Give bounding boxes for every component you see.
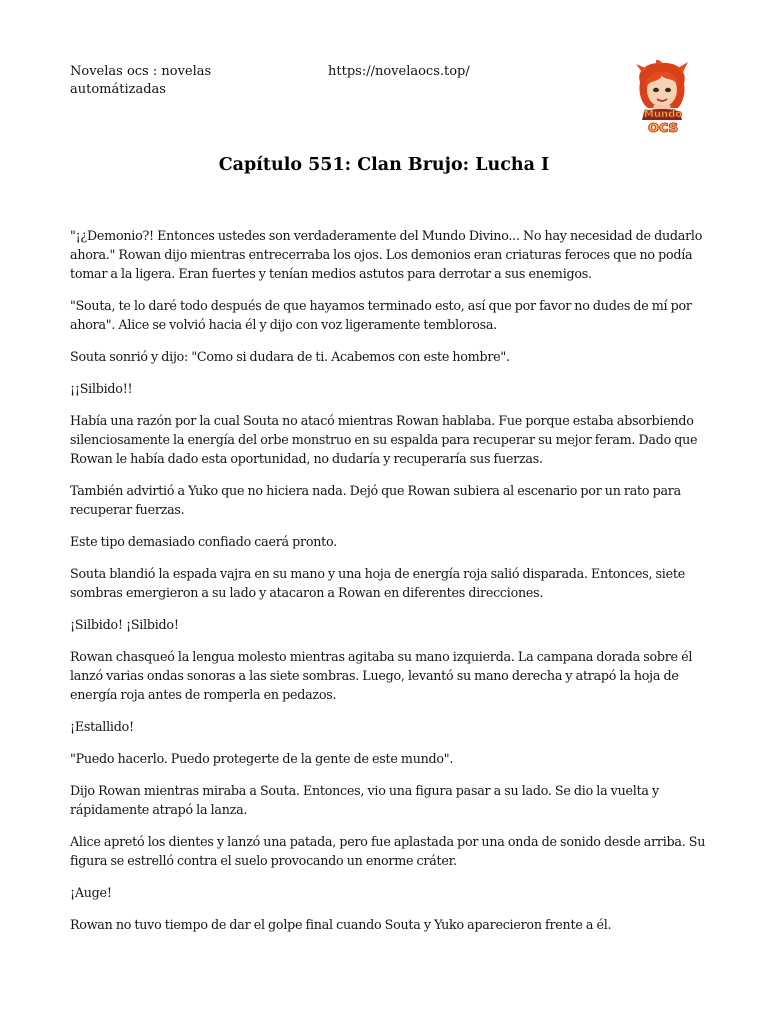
paragraph: "¡¿Demonio?! Entonces ustedes son verdaderamente del Mundo Divino... No hay necesidad de dudarlo ahora." Rowan dijo mientras entrecerraba los ojos. Los demonios eran criaturas feroces que no podía tomar a la ligera. Eran fuertes y tenían medios astutos para derrotar a sus enemigos. [70, 228, 703, 281]
site-name [70, 63, 230, 99]
page-header [70, 63, 710, 143]
paragraph: "Souta, te lo daré todo después de que hayamos terminado esto, así que por favor no dudes de mí por ahora". Alice se volvió hacia él y dijo con voz ligeramente temblorosa. [70, 298, 692, 332]
logo-text-line2: ocs [648, 117, 678, 136]
paragraph: También advirtió a Yuko que no hiciera nada. Dejó que Rowan subiera al escenario por un rato para recuperar fuerzas. [70, 483, 681, 517]
site-name-line2: automátizadas [70, 82, 166, 97]
mundo-ocs-logo-icon [626, 60, 700, 136]
paragraph: ¡¡Silbido!! [70, 381, 133, 396]
site-url-link[interactable]: https://novelaocs.top/ [328, 64, 470, 79]
paragraph: Rowan no tuvo tiempo de dar el golpe final cuando Souta y Yuko aparecieron frente a él. [70, 917, 612, 932]
paragraph: ¡Estallido! [70, 719, 134, 734]
mundo-ocs-logo [626, 60, 700, 136]
paragraph: ¡Auge! [70, 885, 112, 900]
paragraph: "Puedo hacerlo. Puedo protegerte de la gente de este mundo". [70, 751, 454, 766]
paragraph: Dijo Rowan mientras miraba a Souta. Entonces, vio una figura pasar a su lado. Se dio la vuelta y rápidamente atrapó la lanza. [70, 783, 659, 817]
paragraph: Souta blandió la espada vajra en su mano y una hoja de energía roja salió disparada. Entonces, siete sombras emergieron a su lado y atacaron a Rowan en diferentes direcciones. [70, 566, 685, 600]
site-name-line1: Novelas ocs : novelas [70, 64, 212, 79]
chapter-title: Capítulo 551: Clan Brujo: Lucha I [218, 155, 550, 175]
chapter-body [70, 226, 710, 947]
paragraph: ¡Silbido! ¡Silbido! [70, 617, 179, 632]
paragraph: Rowan chasqueó la lengua molesto mientras agitaba su mano izquierda. La campana dorada sobre él lanzó varias ondas sonoras a las siete sombras. Luego, levantó su mano derecha y atrapó la hoja de energía roja antes de romperla en pedazos. [70, 649, 693, 702]
paragraph: Había una razón por la cual Souta no atacó mientras Rowan hablaba. Fue porque estaba absorbiendo silenciosamente la energía del orbe monstruo en su espalda para recuperar su mejor feram. Dado que Rowan le había dado esta oportunidad, no dudaría y recuperaría sus fuerzas. [70, 413, 698, 466]
logo-text-line1: Mundo [643, 109, 683, 120]
paragraph: Este tipo demasiado confiado caerá pronto. [70, 534, 337, 549]
paragraph: Alice apretó los dientes y lanzó una patada, pero fue aplastada por una onda de sonido desde arriba. Su figura se estrelló contra el suelo provocando un enorme cráter. [70, 834, 706, 868]
paragraph: Souta sonrió y dijo: "Como si dudara de ti. Acabemos con este hombre". [70, 349, 510, 364]
